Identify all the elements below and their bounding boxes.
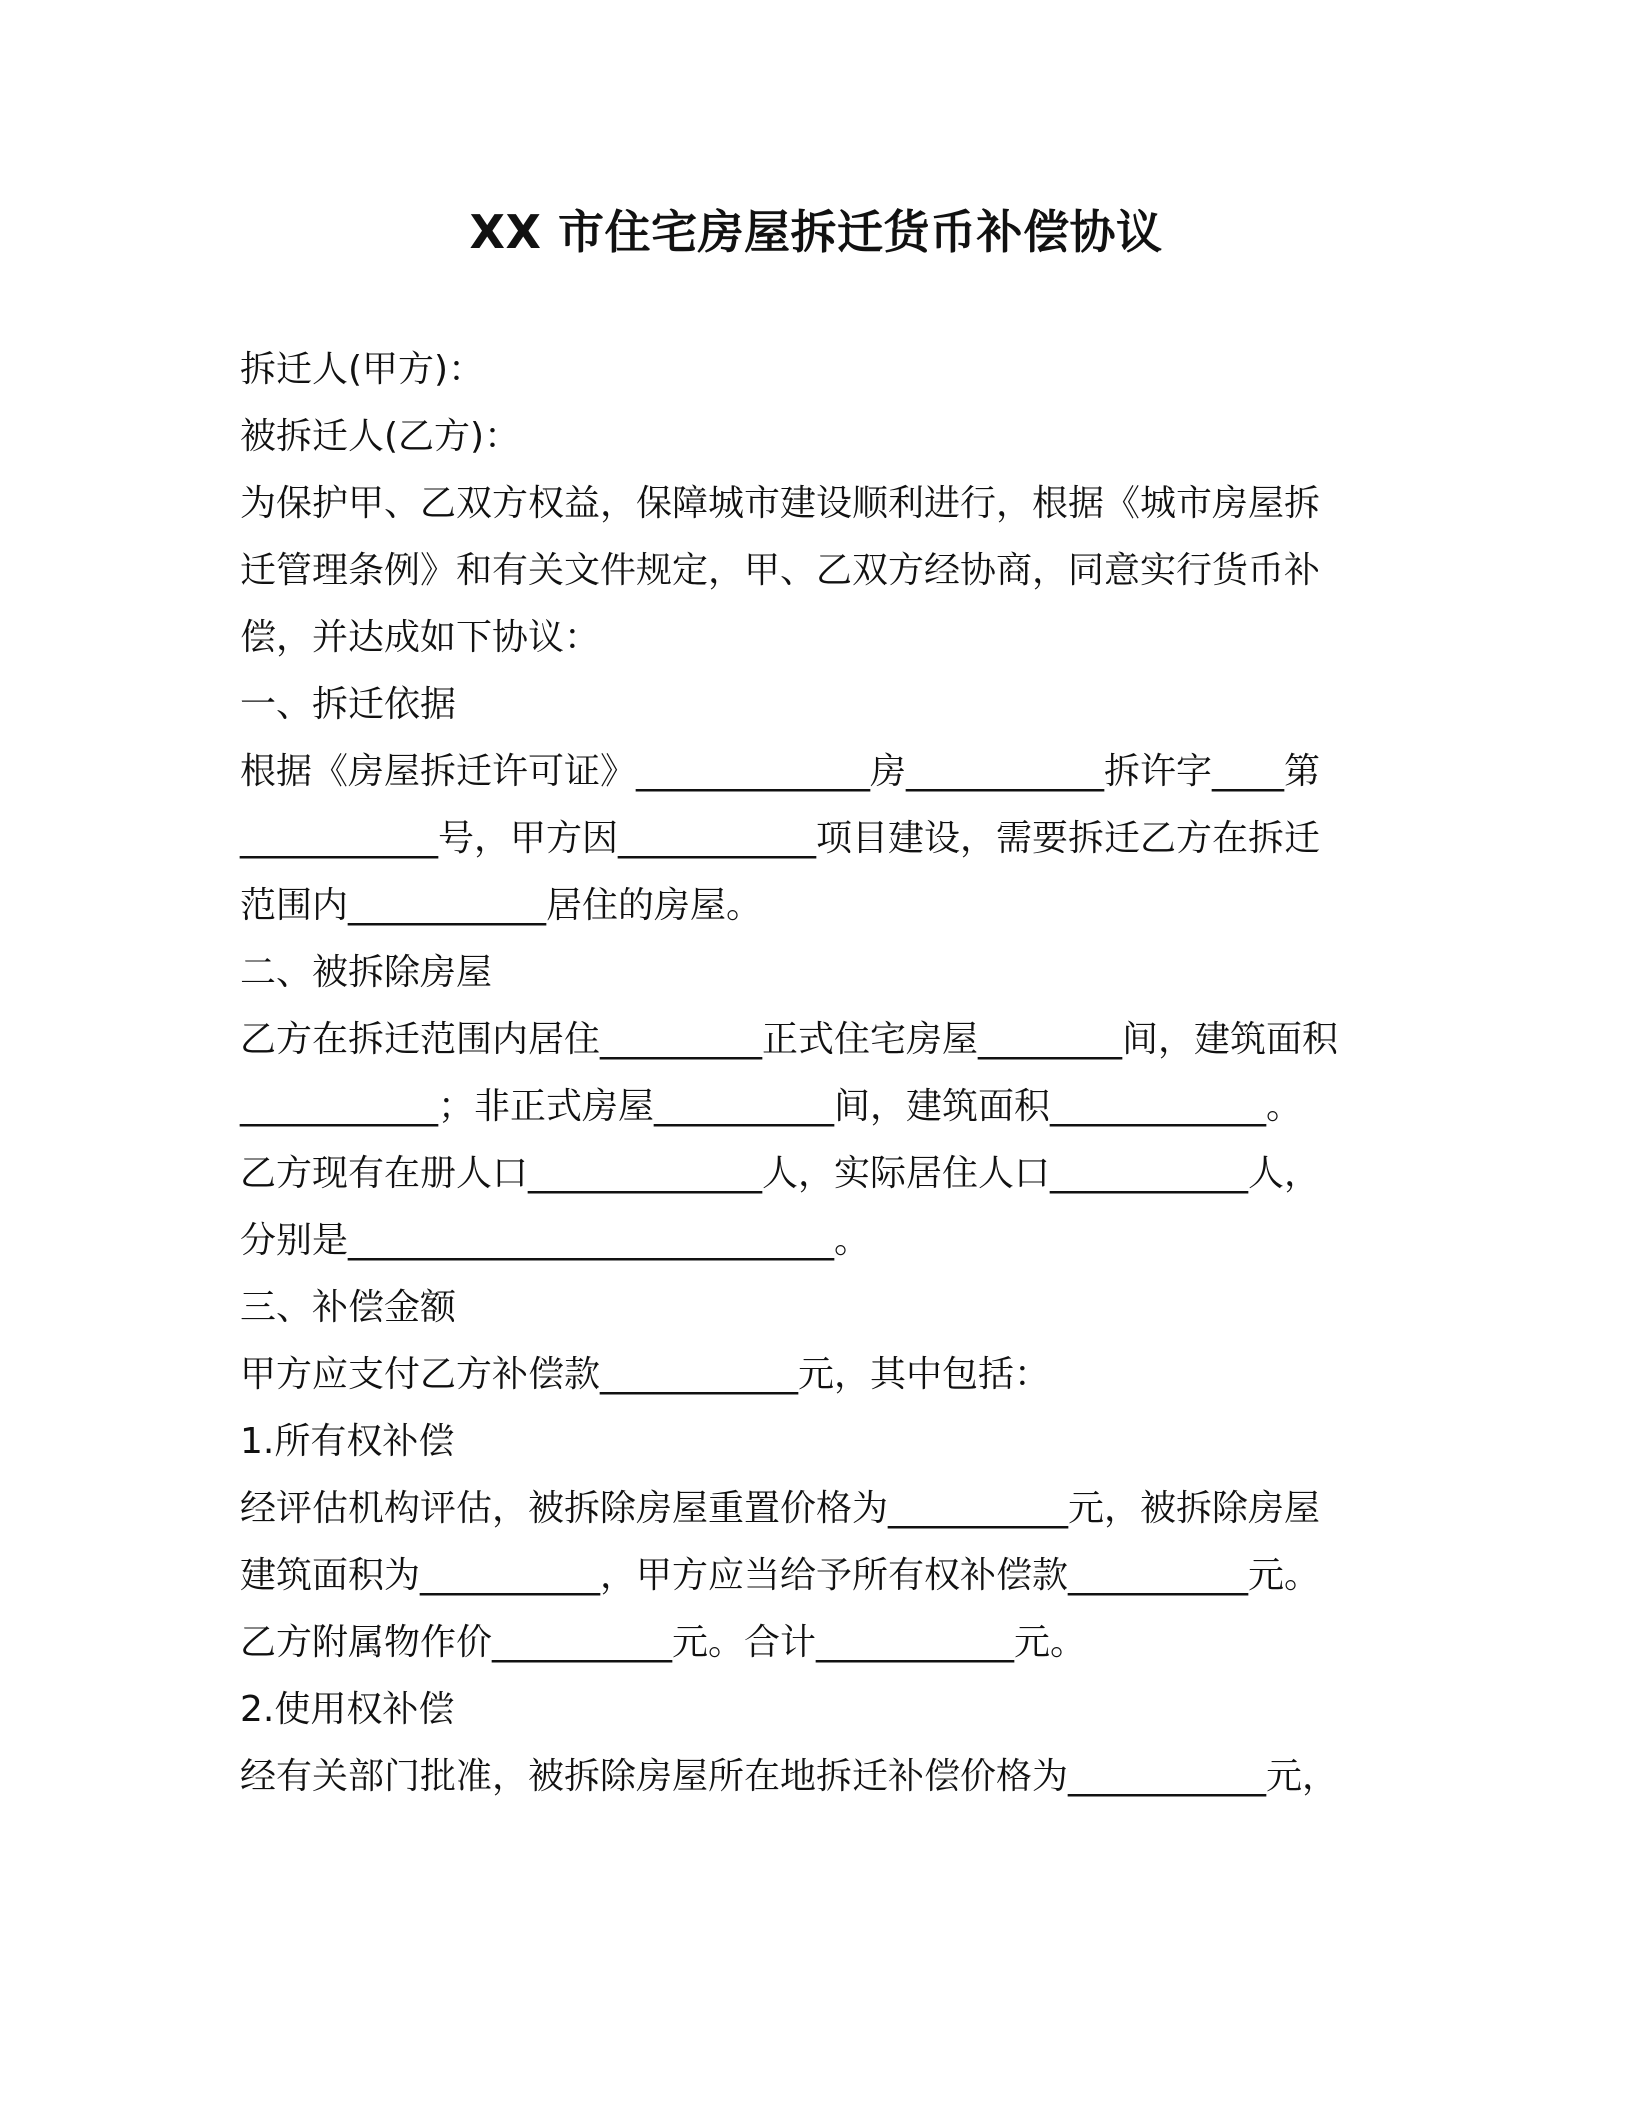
house-line-1: 乙方在拆迁范围内居住_________正式住宅房屋________间，建筑面积 xyxy=(240,1019,1339,1060)
amount-line-1: 甲方应支付乙方补偿款___________元，其中包括： xyxy=(240,1354,1051,1395)
basis-line-2: ___________号，甲方因___________项目建设，需要拆迁乙方在拆迁 xyxy=(240,818,1321,859)
document-body xyxy=(240,336,1390,1810)
subheading-ownership: 1.所有权补偿 xyxy=(240,1421,455,1462)
section-heading-amount: 三、补偿金额 xyxy=(240,1287,457,1328)
party-b-line: 被拆迁人(乙方)： xyxy=(240,416,521,457)
section-heading-house: 二、被拆除房屋 xyxy=(240,952,493,993)
preamble-line-3: 偿，并达成如下协议： xyxy=(240,617,601,658)
ownership-line-2: 建筑面积为__________，甲方应当给予所有权补偿款__________元。 xyxy=(240,1555,1321,1596)
house-line-4: 分别是___________________________。 xyxy=(240,1220,871,1261)
preamble-line-1: 为保护甲、乙双方权益，保障城市建设顺利进行，根据《城市房屋拆 xyxy=(240,483,1321,524)
party-a-line: 拆迁人(甲方)： xyxy=(240,349,485,390)
basis-line-1: 根据《房屋拆迁许可证》_____________房___________拆许字____第 xyxy=(240,751,1321,792)
document-title: XX 市住宅房屋拆迁货币补偿协议 xyxy=(469,205,1163,259)
ownership-line-1: 经评估机构评估，被拆除房屋重置价格为__________元，被拆除房屋 xyxy=(240,1488,1321,1529)
basis-line-3: 范围内___________居住的房屋。 xyxy=(240,885,763,926)
house-line-2: ___________；非正式房屋__________间，建筑面积____________。 xyxy=(240,1086,1303,1127)
house-line-3: 乙方现有在册人口_____________人，实际居住人口___________人， xyxy=(240,1153,1321,1194)
section-heading-basis: 一、拆迁依据 xyxy=(240,684,457,725)
preamble-line-2: 迁管理条例》和有关文件规定，甲、乙双方经协商，同意实行货币补 xyxy=(240,550,1321,591)
ownership-line-3: 乙方附属物作价__________元。合计___________元。 xyxy=(240,1622,1087,1663)
subheading-usage-right: 2.使用权补偿 xyxy=(240,1689,455,1730)
usage-right-line-1: 经有关部门批准，被拆除房屋所在地拆迁补偿价格为___________元， xyxy=(240,1756,1339,1797)
